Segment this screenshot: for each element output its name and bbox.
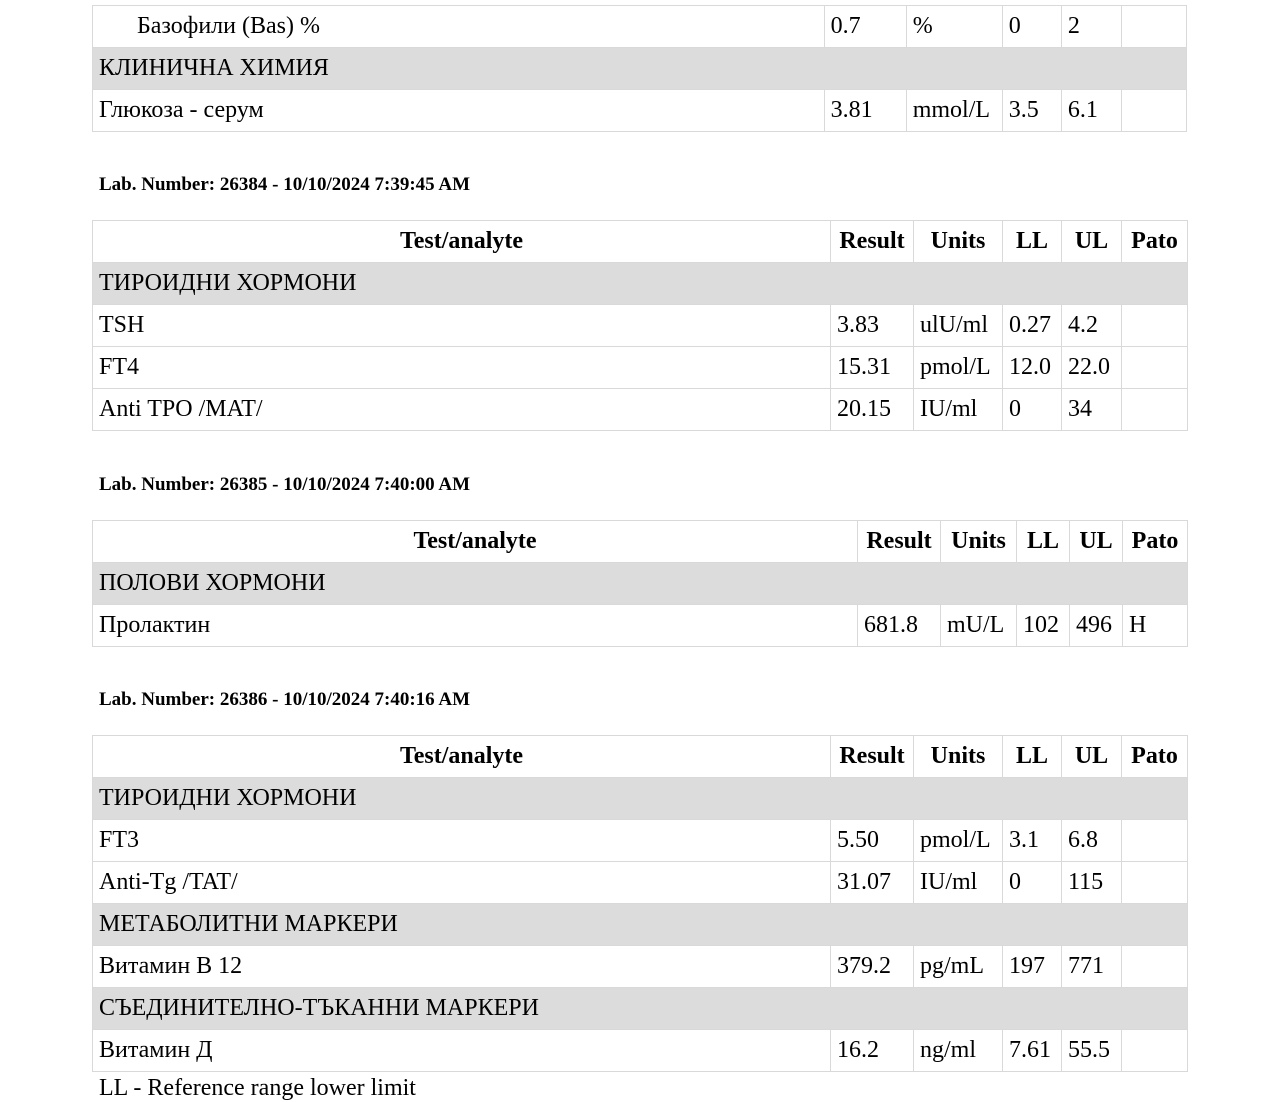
header-ul: UL [1062, 736, 1122, 778]
units: pmol/L [914, 820, 1003, 862]
header-units: Units [914, 221, 1003, 263]
pato-flag [1121, 90, 1186, 132]
category-row [93, 778, 1188, 820]
category-row [93, 904, 1188, 946]
results-table-continued [92, 5, 1187, 132]
header-pato: Pato [1122, 736, 1188, 778]
table-header-row [93, 221, 1188, 263]
units: % [906, 6, 1002, 48]
upper-limit: 4.2 [1062, 305, 1122, 347]
category-row [93, 263, 1188, 305]
units: IU/ml [914, 389, 1003, 431]
result-value: 16.2 [831, 1030, 914, 1072]
table-row [93, 1030, 1188, 1072]
header-ul: UL [1062, 221, 1122, 263]
header-ll: LL [1017, 521, 1070, 563]
table-header-row [93, 521, 1188, 563]
pato-flag [1122, 820, 1188, 862]
header-test: Test/analyte [93, 736, 831, 778]
results-table [92, 735, 1188, 1072]
results-table [92, 520, 1188, 647]
legend-text: LL - Reference range lower limit [99, 1075, 416, 1101]
header-result: Result [831, 736, 914, 778]
header-units: Units [914, 736, 1003, 778]
pato-flag: H [1123, 605, 1188, 647]
upper-limit: 22.0 [1062, 347, 1122, 389]
units: mU/L [941, 605, 1017, 647]
header-pato: Pato [1123, 521, 1188, 563]
result-value: 5.50 [831, 820, 914, 862]
category-row [93, 48, 1187, 90]
result-value: 20.15 [831, 389, 914, 431]
lower-limit: 197 [1003, 946, 1062, 988]
test-name: Anti-Tg /TAT/ [93, 862, 831, 904]
table-row [93, 389, 1188, 431]
table-header-row [93, 736, 1188, 778]
header-ll: LL [1003, 736, 1062, 778]
category-row [93, 988, 1188, 1030]
upper-limit: 55.5 [1062, 1030, 1122, 1072]
table-row [93, 347, 1188, 389]
result-value: 0.7 [824, 6, 906, 48]
header-test: Test/analyte [93, 221, 831, 263]
pato-flag [1122, 347, 1188, 389]
test-name: TSH [93, 305, 831, 347]
test-name: Глюкоза - серум [93, 90, 825, 132]
test-name: FT4 [93, 347, 831, 389]
header-test: Test/analyte [93, 521, 858, 563]
header-result: Result [858, 521, 941, 563]
category-row [93, 563, 1188, 605]
table-row [93, 862, 1188, 904]
header-result: Result [831, 221, 914, 263]
pato-flag [1122, 1030, 1188, 1072]
lower-limit: 0 [1003, 389, 1062, 431]
upper-limit: 771 [1062, 946, 1122, 988]
test-name: Пролактин [93, 605, 858, 647]
units: IU/ml [914, 862, 1003, 904]
lower-limit: 0 [1003, 862, 1062, 904]
upper-limit: 34 [1062, 389, 1122, 431]
result-value: 681.8 [858, 605, 941, 647]
table-row [93, 6, 1187, 48]
lower-limit: 3.1 [1003, 820, 1062, 862]
upper-limit: 496 [1070, 605, 1123, 647]
result-value: 379.2 [831, 946, 914, 988]
table-row [93, 605, 1188, 647]
test-name: Витамин В 12 [93, 946, 831, 988]
table-row [93, 90, 1187, 132]
result-value: 31.07 [831, 862, 914, 904]
upper-limit: 2 [1061, 6, 1121, 48]
pato-flag [1122, 389, 1188, 431]
table-row [93, 305, 1188, 347]
test-name: Витамин Д [93, 1030, 831, 1072]
category-label: МЕТАБОЛИТНИ МАРКЕРИ [93, 904, 1188, 946]
lower-limit: 12.0 [1003, 347, 1062, 389]
units: ng/ml [914, 1030, 1003, 1072]
category-label: ТИРОИДНИ ХОРМОНИ [93, 778, 1188, 820]
header-units: Units [941, 521, 1017, 563]
header-ul: UL [1070, 521, 1123, 563]
units: pmol/L [914, 347, 1003, 389]
table-row [93, 820, 1188, 862]
table-row [93, 946, 1188, 988]
pato-flag [1121, 6, 1186, 48]
category-label: ПОЛОВИ ХОРМОНИ [93, 563, 1188, 605]
test-name: Базофили (Bas) % [93, 6, 825, 48]
header-pato: Pato [1122, 221, 1188, 263]
result-value: 3.83 [831, 305, 914, 347]
lower-limit: 102 [1017, 605, 1070, 647]
category-label: ТИРОИДНИ ХОРМОНИ [93, 263, 1188, 305]
units: mmol/L [906, 90, 1002, 132]
category-label: КЛИНИЧНА ХИМИЯ [93, 48, 1187, 90]
pato-flag [1122, 946, 1188, 988]
header-ll: LL [1003, 221, 1062, 263]
pato-flag [1122, 305, 1188, 347]
category-label: СЪЕДИНИТЕЛНО-ТЪКАННИ МАРКЕРИ [93, 988, 1188, 1030]
lower-limit: 3.5 [1002, 90, 1061, 132]
units: pg/mL [914, 946, 1003, 988]
result-value: 15.31 [831, 347, 914, 389]
upper-limit: 115 [1062, 862, 1122, 904]
test-name: FT3 [93, 820, 831, 862]
pato-flag [1122, 862, 1188, 904]
lab-number-heading: Lab. Number: 26384 - 10/10/2024 7:39:45 AM [99, 174, 471, 195]
results-table [92, 220, 1188, 431]
lab-number-heading: Lab. Number: 26385 - 10/10/2024 7:40:00 AM [99, 474, 471, 495]
upper-limit: 6.1 [1061, 90, 1121, 132]
upper-limit: 6.8 [1062, 820, 1122, 862]
result-value: 3.81 [824, 90, 906, 132]
units: ulU/ml [914, 305, 1003, 347]
lab-number-heading: Lab. Number: 26386 - 10/10/2024 7:40:16 AM [99, 689, 471, 710]
lower-limit: 7.61 [1003, 1030, 1062, 1072]
lower-limit: 0 [1002, 6, 1061, 48]
lower-limit: 0.27 [1003, 305, 1062, 347]
test-name: Anti TPO /MAT/ [93, 389, 831, 431]
